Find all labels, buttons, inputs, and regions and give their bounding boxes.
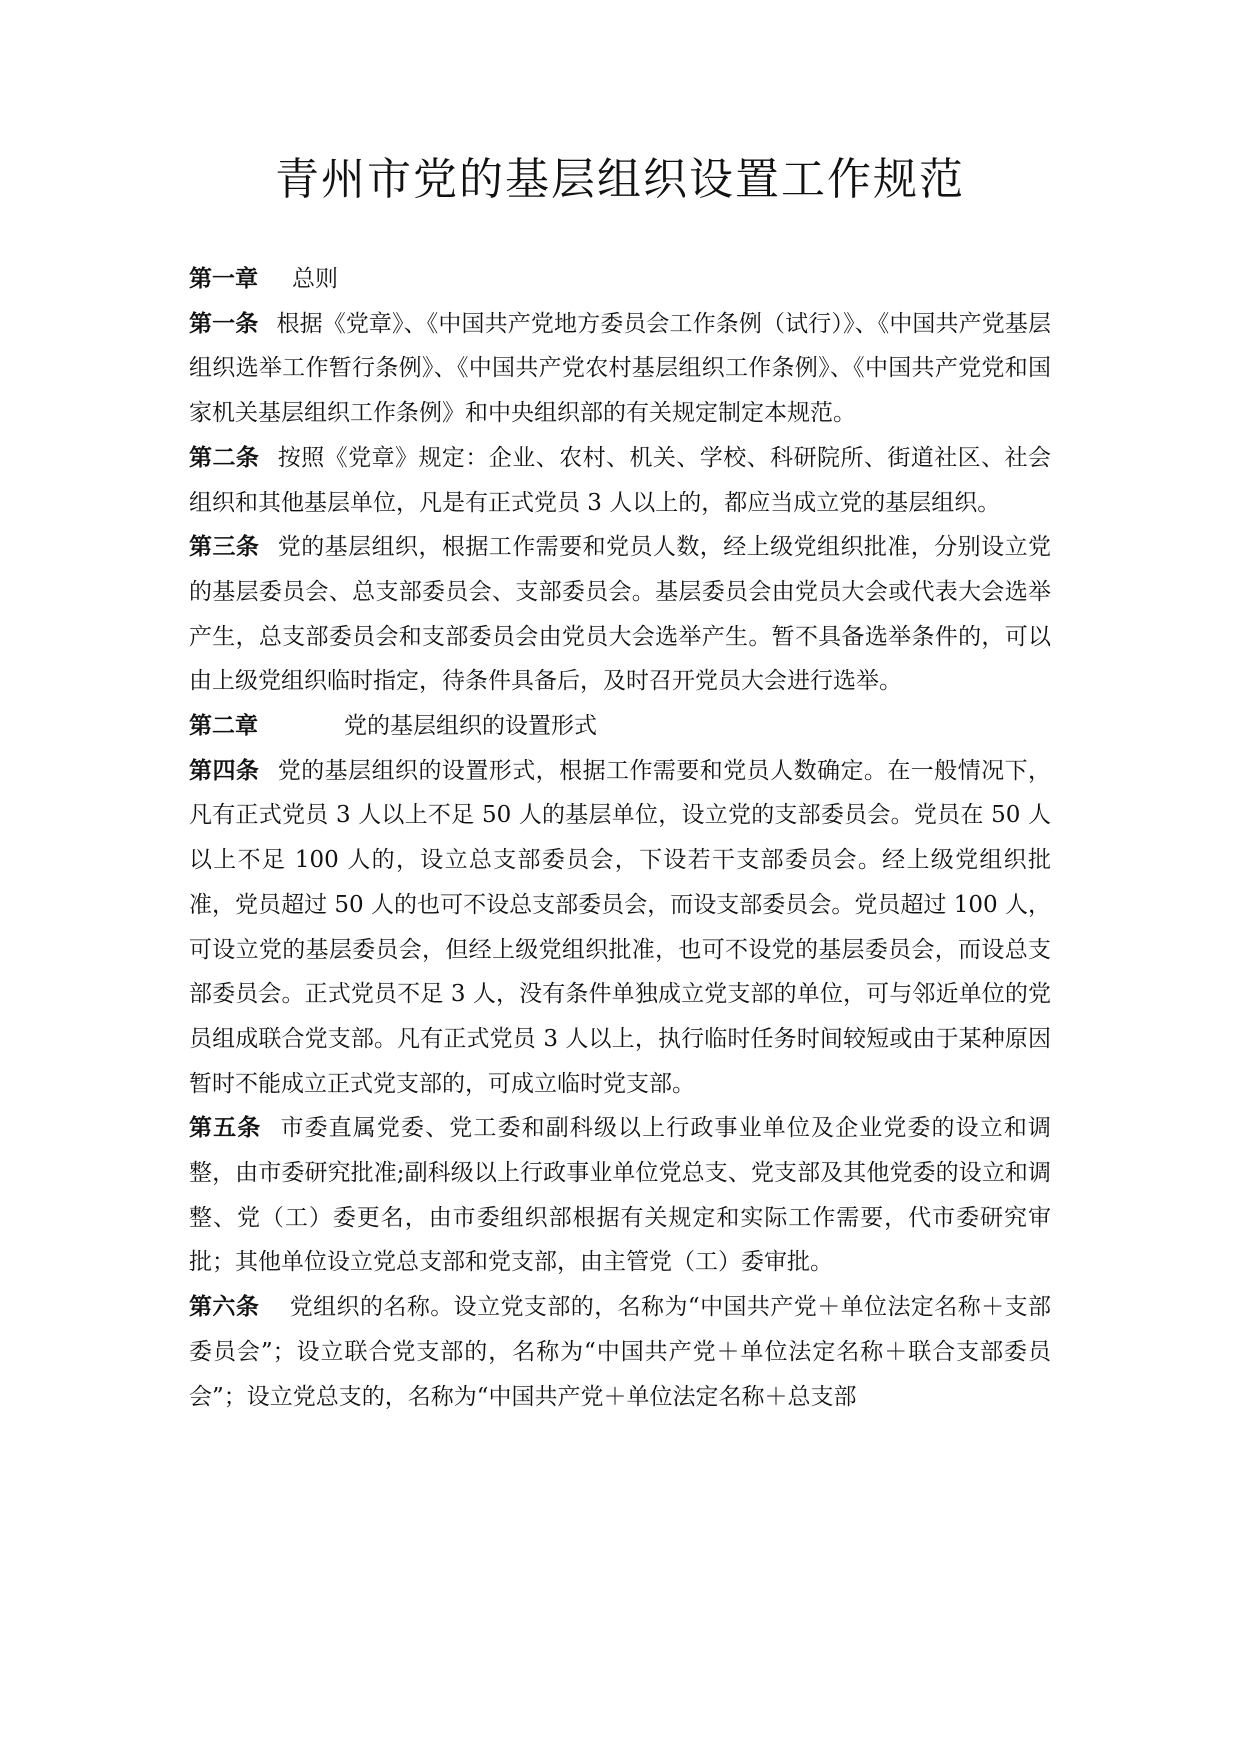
chapter-label: 第一章 <box>189 266 258 292</box>
article-6 <box>189 1285 1051 1419</box>
article-3 <box>189 525 1051 704</box>
article-text: 党的基层组织的设置形式，根据工作需要和党员人数确定。在一般情况下，凡有正式党员 3 人以上不足 50 人的基层单位，设立党的支部委员会。党员在 50 人以上不足 100 人的，设立总支部委员会，下设若干支部委员会。经上级党组织批准，党员超过 50 人的也可不设总支部委员会，而设支部委员会。党员超过 100 人，可设立党的基层委员会，但经上级党组织批准，也可不设党的基层委员会，而设总支部委员会。正式党员不足 3 人，没有条件单独成立党支部的单位，可与邻近单位的党员组成联合党支部。凡有正式党员 3 人以上，执行临时任务时间较短或由于某种原因暂时不能成立正式党支部的，可成立临时党支部。 <box>189 757 1052 1097</box>
article-text: 根据《党章》、《中国共产党地方委员会工作条例（试行）》、《中国共产党基层组织选举工作暂行条例》、《中国共产党农村基层组织工作条例》、《中国共产党党和国家机关基层组织工作条例》和中央组织部的有关规定制定本规范。 <box>189 310 1052 427</box>
chapter-label: 第二章 <box>189 713 258 740</box>
chapter-title: 党的基层组织的设置形式 <box>344 713 597 740</box>
document-body <box>189 257 1051 1419</box>
article-text: 党的基层组织，根据工作需要和党员人数，经上级党组织批准，分别设立党的基层委员会、总支部委员会、支部委员会。基层委员会由党员大会或代表大会选举产生，总支部委员会和支部委员会由党员大会选举产生。暂不具备选举条件的，可以由上级党组织临时指定，待条件具备后，及时召开党员大会进行选举。 <box>189 534 1052 695</box>
article-label: 第五条 <box>189 1115 262 1142</box>
article-label: 第一条 <box>189 310 259 337</box>
article-label: 第二条 <box>189 444 260 471</box>
article-text: 党组织的名称。设立党支部的，名称为“中国共产党＋单位法定名称＋支部委员会”；设立联合党支部的，名称为“中国共产党＋单位法定名称＋联合支部委员会”；设立党总支的，名称为“中国共产党＋单位法定名称＋总支部 <box>189 1294 1052 1410</box>
article-label: 第三条 <box>189 534 260 561</box>
article-label: 第六条 <box>189 1294 260 1321</box>
chapter-1 <box>189 257 1051 302</box>
article-2 <box>189 436 1051 525</box>
article-text: 按照《党章》规定：企业、农村、机关、学校、科研院所、街道社区、社会组织和其他基层单位，凡是有正式党员 3 人以上的，都应当成立党的基层组织。 <box>189 444 1052 516</box>
article-text: 市委直属党委、党工委和副科级以上行政事业单位及企业党委的设立和调整，由市委研究批准;副科级以上行政事业单位党总支、党支部及其他党委的设立和调整、党（工）委更名，由市委组织部根据有关规定和实际工作需要，代市委研究审批；其他单位设立党总支部和党支部，由主管党（工）委审批。 <box>189 1115 1052 1276</box>
article-4 <box>189 749 1051 1107</box>
document-title: 青州市党的基层组织设置工作规范 <box>275 154 965 205</box>
chapter-title: 总则 <box>292 266 338 292</box>
article-5 <box>189 1106 1051 1285</box>
article-1 <box>189 302 1051 436</box>
article-label: 第四条 <box>189 757 260 784</box>
chapter-2 <box>189 704 1051 749</box>
